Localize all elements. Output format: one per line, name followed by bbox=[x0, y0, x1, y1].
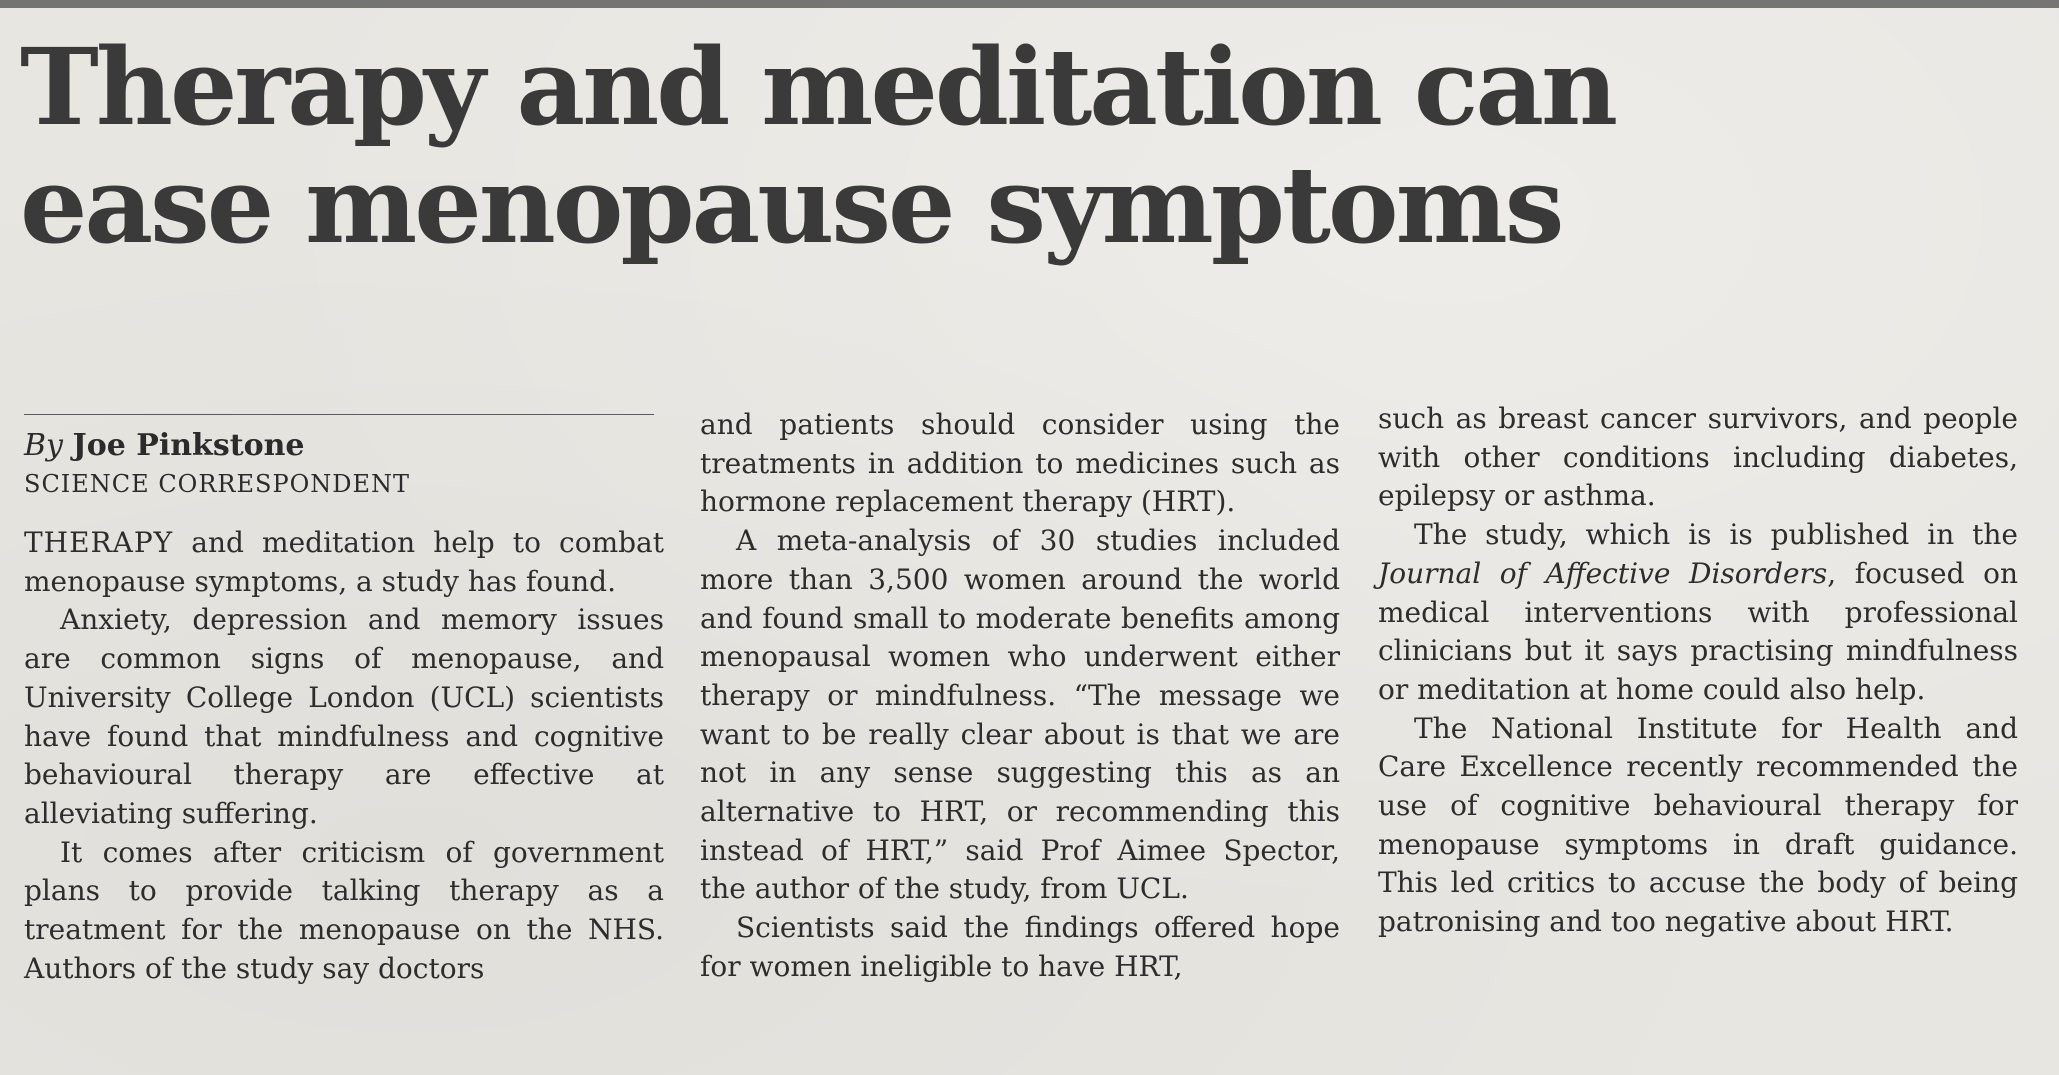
author-name: Joe Pinkstone bbox=[72, 428, 305, 463]
paragraph-1-text: and meditation help to combat menopause symptoms, a study has found. bbox=[24, 526, 664, 598]
paragraph-7: such as breast cancer survivors, and people with other conditions including diabetes, epilepsy or asthma. bbox=[1378, 402, 2018, 513]
paragraph-2: Anxiety, depression and memory issues are common signs of menopause, and University College London (UCL) scientists have found that mindfulness and cognitive behavioural therapy are effective at alleviating suffering. bbox=[24, 603, 664, 830]
author-role: SCIENCE CORRESPONDENT bbox=[24, 470, 411, 498]
paragraph-4: and patients should consider using the treatments in addition to medicines such as hormone replacement therapy (HRT). bbox=[700, 408, 1340, 519]
byline bbox=[24, 426, 305, 466]
column-2 bbox=[700, 406, 1340, 987]
top-border-rule bbox=[0, 0, 2059, 8]
byline-rule bbox=[24, 414, 654, 415]
paragraph-8 bbox=[1378, 516, 2018, 710]
headline-line-2: ease menopause symptoms bbox=[20, 142, 1562, 267]
paragraph-6: Scientists said the findings offered hope for women ineligible to have HRT, bbox=[700, 911, 1340, 983]
paragraph-9: The National Institute for Health and Care Excellence recently recommended the use of cognitive behavioural therapy for menopause symptoms in draft guidance. This led critics to accuse the body of being patronising and too negative about HRT. bbox=[1378, 711, 2018, 939]
paragraph-8-text-b: , focused on medical interventions with professional clinicians but it says practising mindfulness or meditation at home could also help. bbox=[1378, 556, 2019, 706]
paragraph-8-text-a: The study, which is is published in the bbox=[1414, 518, 2018, 552]
byline-prefix: By bbox=[24, 428, 63, 463]
paragraph-1 bbox=[24, 524, 664, 601]
journal-name: Journal of Affective Disorders bbox=[1378, 556, 1828, 590]
paragraph-3: It comes after criticism of government plans to provide talking therapy as a treatment for the menopause on the NHS. Authors of the study say doctors bbox=[24, 835, 664, 985]
headline-line-1: Therapy and meditation can bbox=[20, 24, 1616, 149]
column-1-body bbox=[24, 524, 664, 988]
column-3 bbox=[1378, 400, 2018, 942]
paragraph-5: A meta-analysis of 30 studies included more than 3,500 women around the world and found small to moderate benefits among menopausal women who underwent either therapy or mindfulness. “The message we want to be really clear about is that we are not in any sense suggesting this as an alternative to HRT, or recommending this instead of HRT,” said Prof Aimee Spector, the author of the study, from UCL. bbox=[700, 524, 1340, 906]
headline bbox=[20, 24, 2040, 267]
lead-word: THERAPY bbox=[24, 526, 174, 559]
